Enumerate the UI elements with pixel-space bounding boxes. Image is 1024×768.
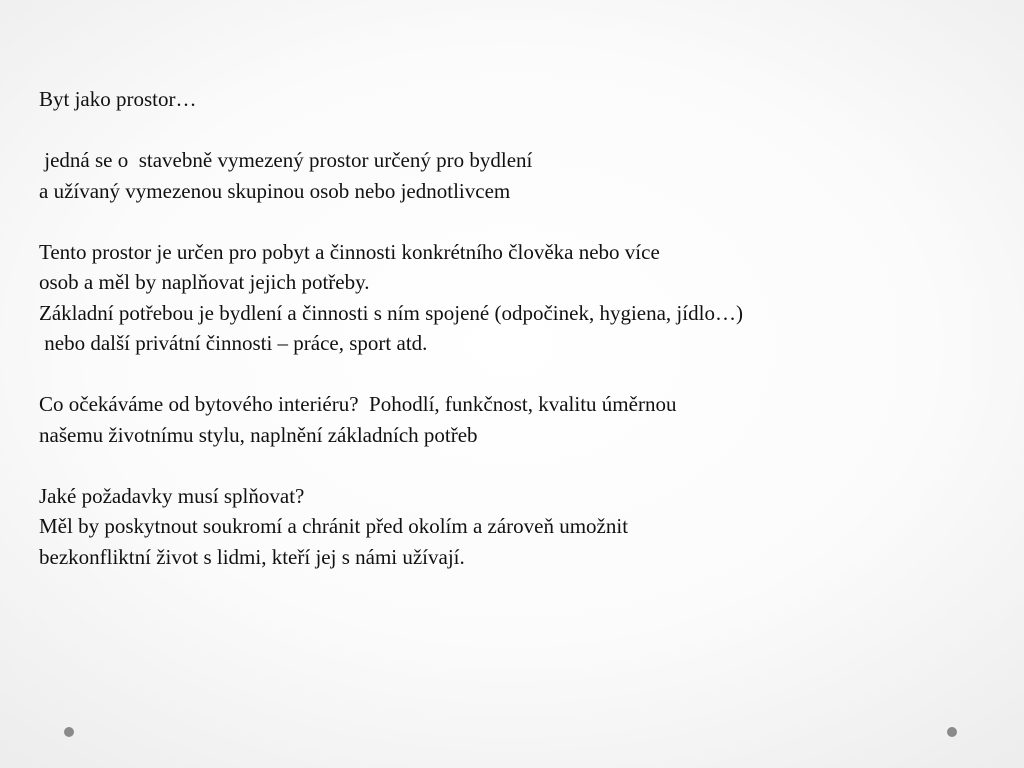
text-line: Měl by poskytnout soukromí a chránit před okolím a zároveň umožnit — [39, 514, 629, 538]
text-line-question: Co očekáváme od bytového interiéru? Pohodlí, funkčnost, kvalitu úměrnou — [39, 392, 677, 416]
text-line-blank — [39, 115, 999, 146]
text-line: a užívaný vymezenou skupinou osob nebo jednotlivcem — [39, 178, 511, 203]
text-line-heading: Byt jako prostor… — [39, 87, 197, 111]
text-line: jedná se o stavebně vymezený prostor určený pro bydlení — [39, 148, 533, 172]
text-line: osob a měl by naplňovat jejich potřeby. — [39, 270, 370, 294]
text-line: Základní potřebou je bydlení a činnosti s ním spojené (odpočinek, hygiena, jídlo…) — [39, 300, 743, 325]
text-line-blank — [39, 359, 999, 390]
text-line: Tento prostor je určen pro pobyt a činnosti konkrétního člověka nebo více — [39, 239, 660, 264]
text-line-blank — [39, 450, 999, 481]
text-line-blank — [39, 206, 999, 237]
text-line: bezkonfliktní život s lidmi, kteří jej s námi užívají. — [39, 544, 465, 569]
text-line-question: Jaké požadavky musí splňovat? — [39, 483, 305, 508]
text-line: nebo další privátní činnosti – práce, sport atd. — [39, 331, 428, 355]
slide-text-body — [39, 84, 999, 572]
bullet-dot-icon — [947, 727, 957, 737]
text-line: našemu životnímu stylu, naplnění základních potřeb — [39, 422, 478, 447]
bullet-dot-icon — [64, 727, 74, 737]
